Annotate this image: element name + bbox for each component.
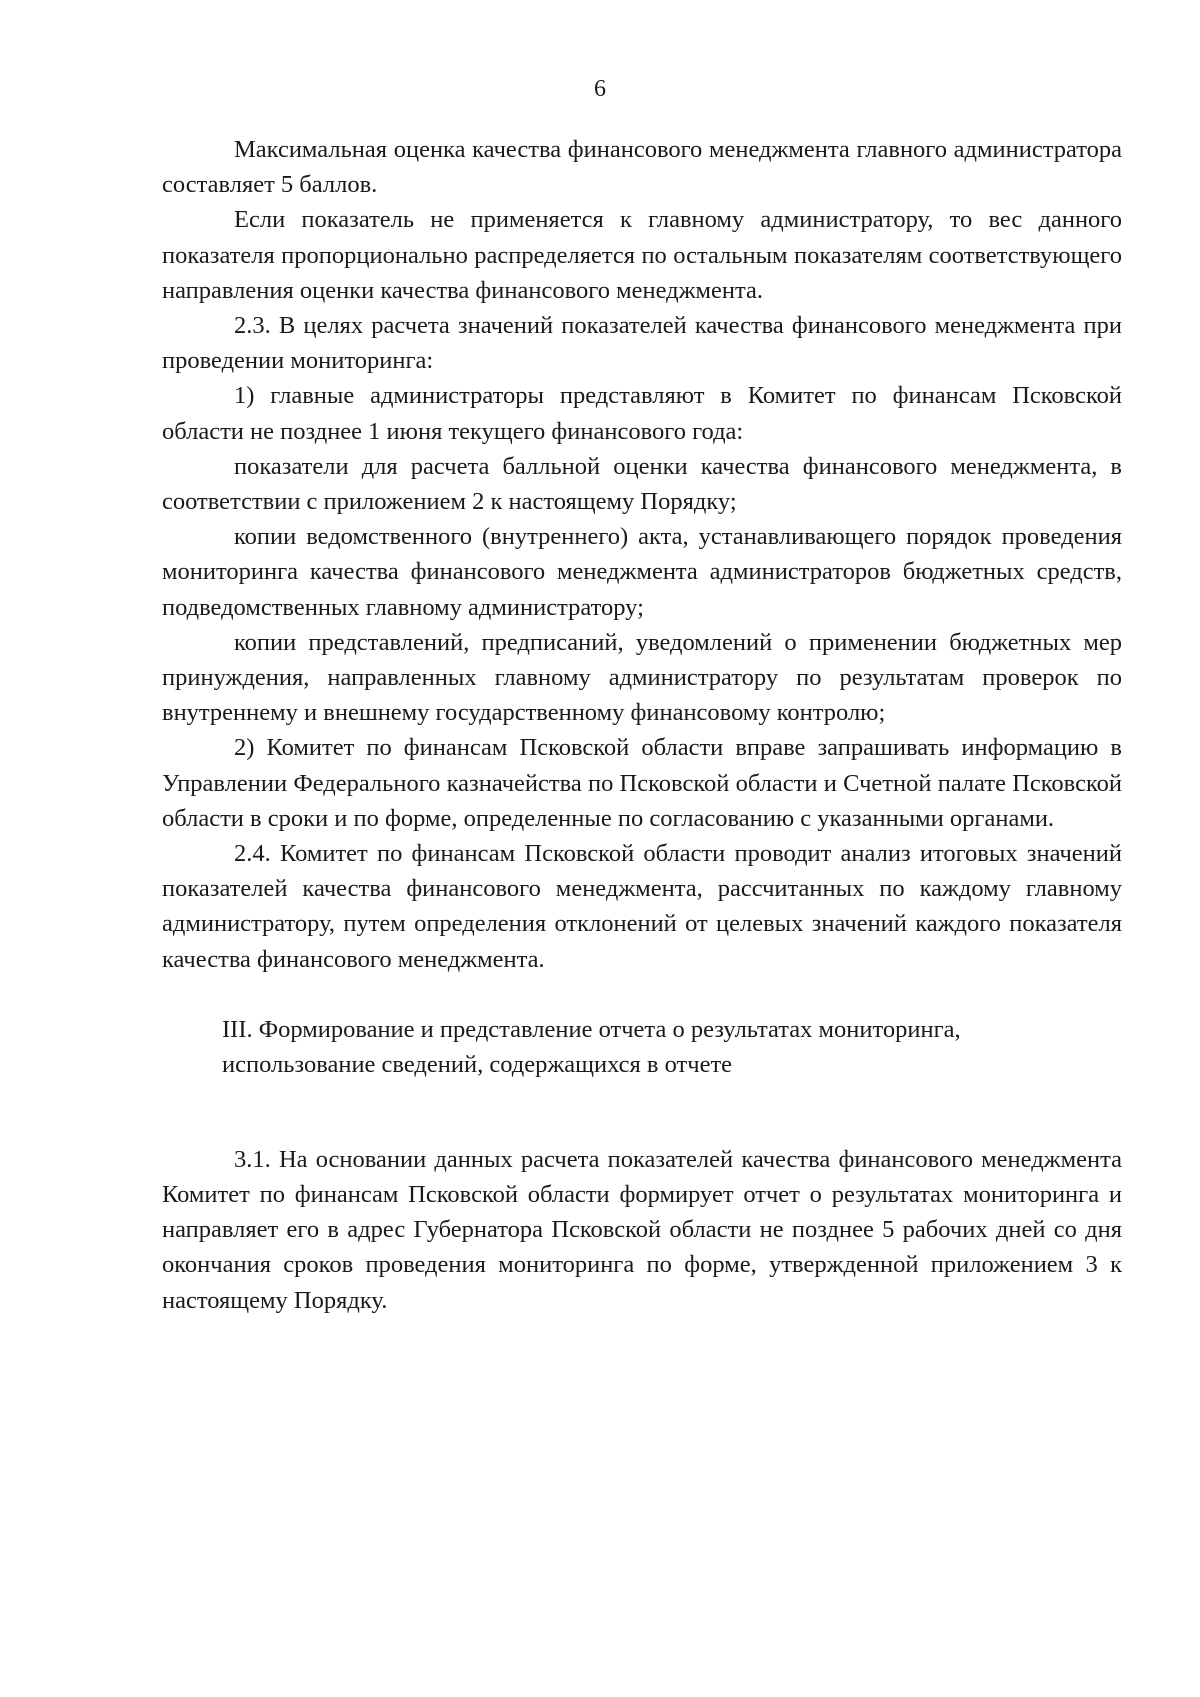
paragraph-2-4: 2.4. Комитет по финансам Псковской области проводит анализ итоговых значений показателей качества финансового менеджмента, рассчитанных по каждому главному администратору, путем определения отклонений от целевых значений каждого показателя качества финансового менеджмента.	[162, 840, 1122, 973]
page-number: 6	[594, 76, 606, 102]
document-body	[162, 132, 1122, 1318]
paragraph-act-copies: копии ведомственного (внутреннего) акта, устанавливающего порядок проведения мониторинга качества финансового менеджмента администраторов бюджетных средств, подведомственных главному администратору;	[162, 523, 1122, 621]
section-heading	[162, 1012, 1122, 1082]
section-heading-line-1: III. Формирование и представление отчета о результатах мониторинга,	[222, 1015, 961, 1043]
paragraph-2-3-item-2: 2) Комитет по финансам Псковской области вправе запрашивать информацию в Управлении Федерального казначейства по Псковской области и Счетной палате Псковской области в сроки и по форме, определенные по согласованию с указанными органами.	[162, 734, 1122, 832]
paragraph-weight-distribution: Если показатель не применяется к главному администратору, то вес данного показателя пропорционально распределяется по остальным показателям соответствующего направления оценки качества финансового менеджмента.	[162, 206, 1122, 304]
paragraph-max-score: Максимальная оценка качества финансового менеджмента главного администратора составляет 5 баллов.	[162, 136, 1122, 199]
paragraph-3-1: 3.1. На основании данных расчета показателей качества финансового менеджмента Комитет по финансам Псковской области формирует отчет о результатах мониторинга и направляет его в адрес Губернатора Псковской области не позднее 5 рабочих дней со дня окончания сроков проведения мониторинга по форме, утвержденной приложением 3 к настоящему Порядку.	[162, 1145, 1122, 1314]
section-heading-line-2: использование сведений, содержащихся в отчете	[222, 1050, 733, 1078]
paragraph-2-3: 2.3. В целях расчета значений показателей качества финансового менеджмента при проведении мониторинга:	[162, 312, 1122, 375]
paragraph-indicators: показатели для расчета балльной оценки качества финансового менеджмента, в соответствии с приложением 2 к настоящему Порядку;	[162, 452, 1122, 516]
paragraph-representation-copies: копии представлений, предписаний, уведомлений о применении бюджетных мер принуждения, направленных главному администратору по результатам проверок по внутреннему и внешнему государственному финансовому контролю;	[162, 628, 1122, 727]
paragraph-2-3-item-1: 1) главные администраторы представляют в Комитет по финансам Псковской области не позднее 1 июня текущего финансового года:	[162, 382, 1122, 445]
